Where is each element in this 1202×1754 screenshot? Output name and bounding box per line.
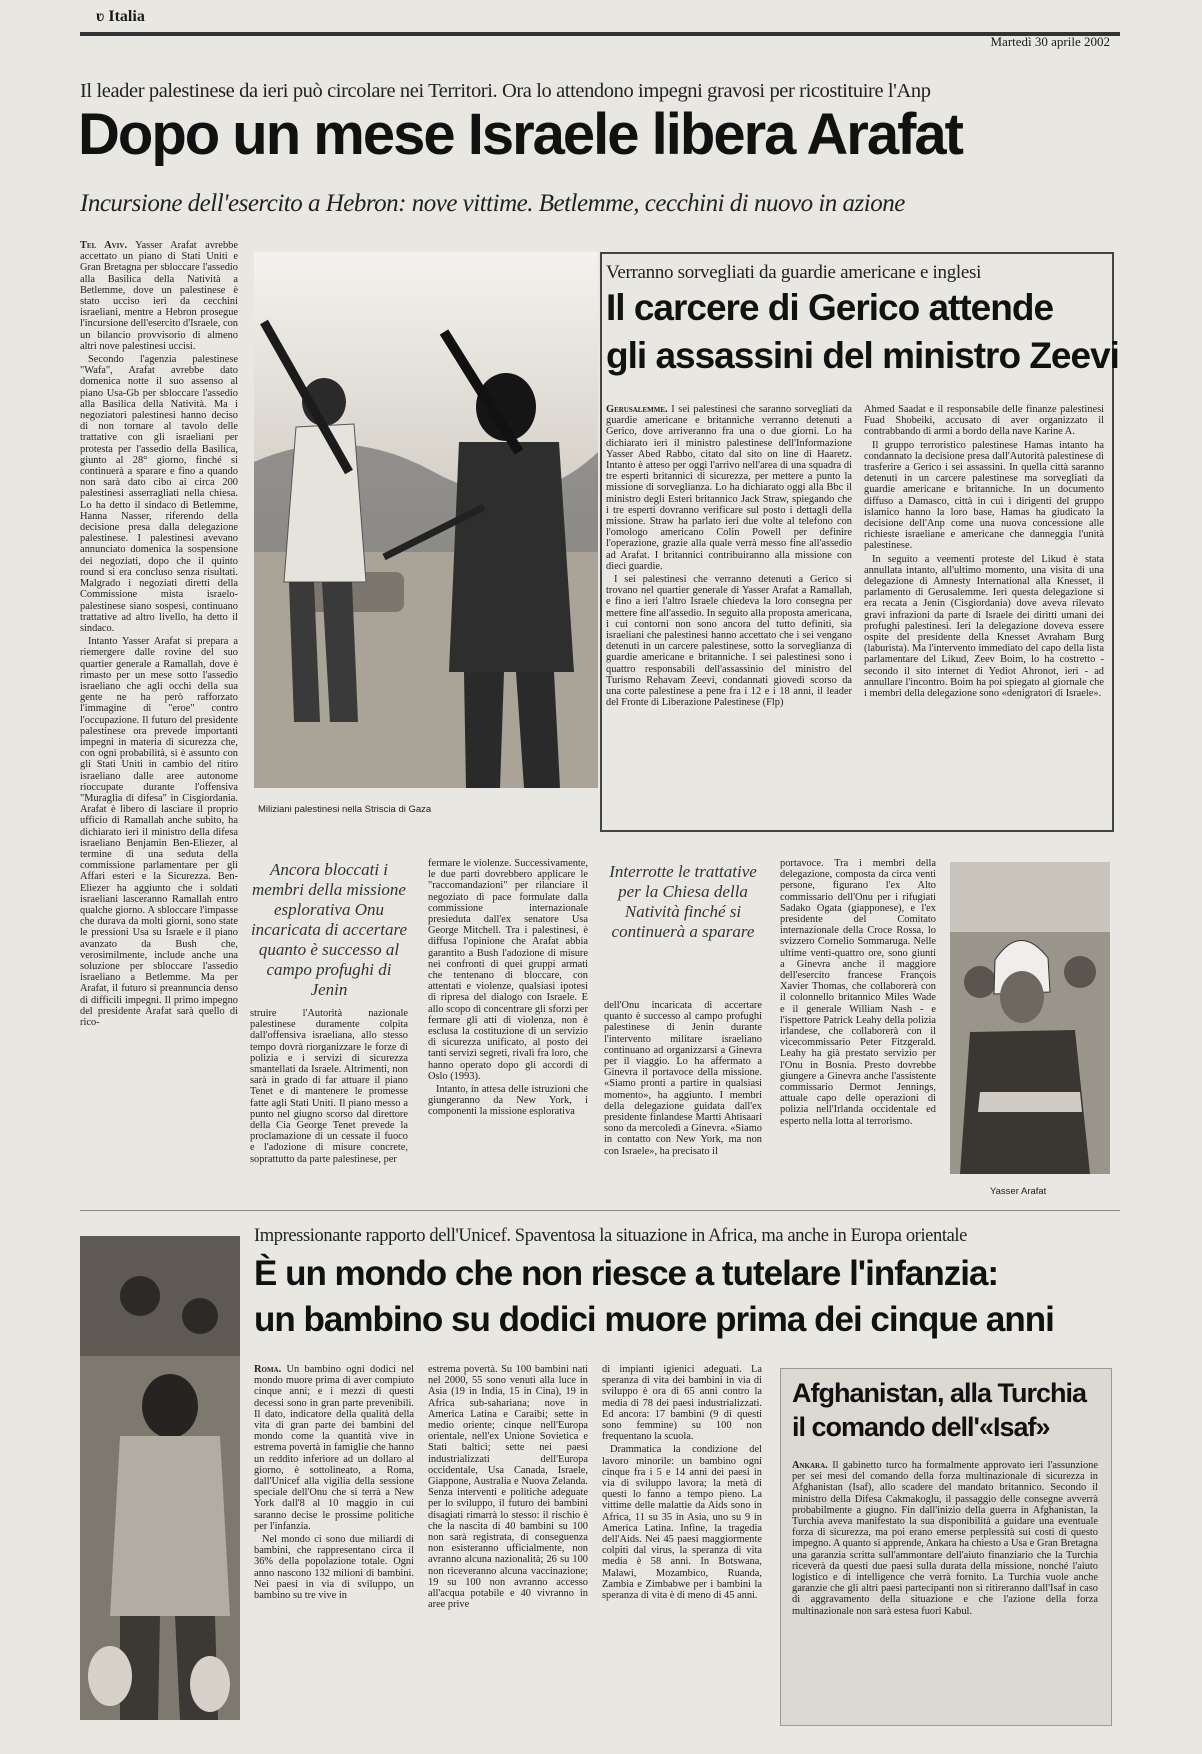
photo-caption: Miliziani palestinesi nella Striscia di Gaza — [258, 804, 432, 815]
afghan-headline-line2: il comando dell'«Isaf» — [792, 1412, 1050, 1442]
main-story-col3: fermare le violenze. Successivamente, le due parti dovrebbero applicare le "raccomandazioni" per rilanciare il negoziato di pace formulate dalla commissione internazionale presieduta dall'ex senatore Usa George Mitchell. Tra i palestinesi, è diffusa l'opinione che Arafat abbia garantito a Bush l'adozione di misure nei confronti di quei gruppi armati che tentenano di bloccare, con attentati e violenze, qualsiasi ipotesi di ripresa del dialogo con Israele. E allo scopo di concentrare gli sforzi per fermare gli atti di violenza, non è esclusa la costituzione di un servizio di sicurezza unificato, al posto dei tanti servizi segreti, rivali fra loro, che hanno operato dopo gli accordi di Oslo (1993). Intanto, in attesa delle istruzioni che giungeranno da New York, i componenti la missione esplorativa — [428, 858, 588, 1118]
main-subhead: Incursione dell'esercito a Hebron: nove vittime. Betlemme, cecchini di nuovo in azione — [80, 190, 905, 217]
main-story-col2: struire l'Autorità nazionale palestinese duramente colpita dall'offensiva israeliana, allo stesso tempo dovrà riorganizzare le forze di polizia e i servizi di sicurezza smantellati da Israele. Altrimenti, non sarà in grado di far attuare il piano Tenet e di mantenere le promesse fatte agli Stati Uniti. Il piano messo a punto nel giugno scorso dal direttore della Cia George Tenet prevede la proclamazione di un cessate il fuoco e l'adozione di misure concrete, soprattutto da parte palestinese, per — [250, 1008, 408, 1165]
arafat-photo — [950, 862, 1110, 1174]
unicef-col3: di impianti igienici adeguati. La speranza di vita dei bambini in via di sviluppo è ora di 65 anni contro la media di 78 dei paesi industrializzati. Ed ancora: 17 bambini (9 di questi sono femmine) su 100 non frequentano la scuola. Drammatica la condizione del lavoro minorile: un bambino ogni cinque fra i 5 e 14 anni dei paesi in via di sviluppo lavora; la metà di questi lo fanno a tempo pieno. La vittime delle malattie da Aids sono in Africa, 11 su 35 in Asia, uno su 9 in America Latina. Infine, la tragedia dell'Aids. Nei 45 paesi maggiormente colpiti dal virus, la speranza di vita media è 58 anni. In Botswana, Malawi, Mozambico, Ruanda, Zambia e Zimbabwe per i bambini la speranza di vita è di meno di 45 anni. — [602, 1364, 762, 1602]
arafat-illustration — [950, 862, 1110, 1174]
main-dateline: Tel Aviv. — [80, 240, 128, 251]
gerico-headline-line2: gli assassini del ministro Zeevi — [606, 335, 1119, 376]
afghan-headline-line1: Afghanistan, alla Turchia — [792, 1378, 1087, 1408]
unicef-kicker: Impressionante rapporto dell'Unicef. Spaventosa la situazione in Africa, ma anche in Europa orientale — [254, 1226, 967, 1246]
gerico-col1: Gerusalemme. I sei palestinesi che saranno sorvegliati da guardie americane e britanniche verranno detenuti a Gerico, dove arriveranno fra una o due giorni. Lo ha dichiarato ieri il ministro palestinese dell'Informazione Yasser Abed Rabbo, citato dal sito on line di Haaretz. Intanto è atteso per oggi l'arrivo nell'area di una squadra di tre esperti britannici di sicurezza, per mettere a punto la missione di sorveglianza. Lo ha dichiarato oggi alla Bbc il ministro degli Esteri britannico Jack Straw, spiegando che i tre esperti dovranno verificare sul posto i dettagli della missione. Straw ha parlato ieri due volte al telefono con l'omologo americano Colin Powell per definire l'operazione, grazie alla quale verrà messo fine all'assedio ad Arafat. I britannici contribuiranno alla missione con dieci guardie. I sei palestinesi che verranno detenuti a Gerico si trovano nel quartier generale di Yasser Arafat a Ramallah, e fino a ieri l'altro Israele chiedeva la loro consegna per mettere fine all'assedio. In seguito alla proposta americana, i cui contorni non sono ancora del tutto definiti, sia israeliani che palestinesi hanno accettato che i sei vengano detenuti in un carcere palestinese, sotto la sorveglianza di guardie americane e britanniche. I sei palestinesi sono i quattro responsabili dell'assassinio del ministro del Turismo Rehavam Zeevi, condannati giovedì scorso da una corte palestinese a pene fra i 12 e i 18 anni, il leader del Fronte di Liberazione Palestinese (Flp) — [606, 404, 852, 709]
main-story-col5: portavoce. Tra i membri della delegazione, composta da circa venti persone, figurano l'ex Alto commissario dell'Onu per i rifugiati Sadako Ogata (giapponese), e l'ex presidente del Comitato internazionale della Croce Rossa, lo svizzero Cornelio Sommaruga. Nelle ultime venti-quattro ore, sono giunti a Ginevra anche il maggiore dell'esercito francese François Xavier Thomas, che collaborerà con il colonnello britannico Miles Wade e il generale William Nash - e l'ispettore Patrick Leahy della polizia irlandese, che collaborerà con il vicecommissario Peter Fitzgerald. Leahy ha già prestato servizio per l'Onu in Bosnia. Presto dovrebbe giungere a Ginevra anche l'assistente commissario Dermot Jennings, attuale capo delle operazioni di polizia nell'Irlanda occidentale ed esperto nella lotta al terrorismo. — [780, 858, 936, 1127]
pull-quote-nativita: Interrotte le trattative per la Chiesa della Natività finché si continuerà a sparare — [609, 862, 757, 941]
gerico-kicker: Verranno sorvegliati da guardie americane e inglesi — [606, 262, 982, 283]
issue-date: Martedì 30 aprile 2002 — [990, 34, 1110, 49]
unicef-col2: estrema povertà. Su 100 bambini nati nel 2000, 55 sono venuti alla luce in Asia (19 in India, 15 in Cina), 19 in Africa sub-sahariana; nove in America Latina e Caraibi; sette in medio oriente; cinque nell'Europa orientale, nell'ex Unione Sovietica e Stati baltici; sette nei paesi industrializzati dell'Europa occidentale, Usa Canada, Israele, Giappone, Australia e Nuova Zelanda. Senza interventi e politiche adeguate per lo sviluppo, il futuro dei bambini disagiati rimarrà lo stesso: il rischio è che la nascita di 40 bambini su 100 non sarà registrata, di conseguenza non esisteranno ufficialmente, non avranno alcuna nazionalità; 26 su 100 non riceveranno alcuna vaccinazione; 19 su 100 non avranno accesso all'acqua potabile e 40 vivranno in aree prive — [428, 1364, 588, 1611]
militants-illustration — [254, 252, 598, 788]
children-photo — [80, 1236, 240, 1720]
main-kicker: Il leader palestinese da ieri può circolare nei Territori. Ora lo attendono impegni gravosi per ricostituire l'Anp — [80, 80, 931, 102]
section-divider — [80, 1210, 1120, 1211]
unicef-headline-line2: un bambino su dodici muore prima dei cinque anni — [254, 1300, 1054, 1339]
main-headline: Dopo un mese Israele libera Arafat — [78, 102, 962, 167]
pull-quote-jenin: Ancora bloccati i membri della missione esplorativa Onu incaricata di accertare quanto è successo al campo profughi di Jenin — [250, 860, 408, 999]
main-story-col4: dell'Onu incaricata di accertare quanto è successo al campo profughi palestinese di Jenin durante l'intervento militare israeliano continuano ad organizzarsi a Ginevra per il viaggio. Lo ha affermato a Ginevra il portavoce della missione. «Siamo pronti a partire in qualsiasi momento», ha aggiunto. I membri della delegazione guidata dall'ex presidente finlandese Martti Ahtisaari sono da mercoledì a Ginevra. «Siamo in contatto con New York, ma non con Israele», ha precisato il — [604, 1000, 762, 1157]
main-story-col1: Tel Aviv. Yasser Arafat avrebbe accettato un piano di Stati Uniti e Gran Bretagna per sbloccare l'assedio alla Basilica della Natività a Betlemme, dove un palestinese è stato ucciso ieri da cecchini israeliani, mentre a Hebron prosegue l'incursione dell'esercito d'Israele, con un bilancio provvisorio di almeno altri nove palestinesi uccisi. Secondo l'agenzia palestinese "Wafa", Arafat avrebbe dato domenica notte il suo assenso al piano Usa-Gb per sbloccare l'assedio alla Basilica della Natività. Ma i negoziatori palestinesi hanno deciso di non tornare al tavolo delle trattative con gli israeliani per protesta per l'assedio della Basilica, giunto al 28° giorno, finché si continuerà a sparare e fino a quando non sarà dato cibo ai circa 200 palestinesi asserragliati nella chiesa. Lo ha detto il sindaco di Betlemme, Hanna Nasser, riferendo della decisione presa dalla delegazione palestinese. I palestinesi avevano annunciato domenica la sospensione dei negoziati, dopo che il quinto round si era concluso senza risultati. Malgrado i negoziati diretti della Commissione mista israelo-palestinese siano sospesi, continuano trattative ad altro livello, ha detto il sindaco. Intanto Yasser Arafat si prepara a riemergere dalle rovine del suo quartier generale a Ramallah, dove è rimasto per un mese sotto l'assedio israeliano che agli occhi della sua gente ne ha però rafforzato l'immagine di "eroe" contro l'occupazione. Il futuro del presidente palestinese ora prevede importanti impegni in materia di sicurezza che, con ogni probabilità, si è assunto con gli Stati Uniti in cambio del ritiro israeliano dalle aree autonome rioccupate durante l'offensiva "Muraglia di difesa" in Cisgiordania. Arafat è libero di lasciare il proprio ufficio di Ramallah anche subito, ha dichiarato ieri il ministro della difesa israeliano Benjamin Ben-Eliezer, al termine di una seduta della commissione parlamentare per gli Affari esteri e la Sicurezza. Ben-Eliezer ha aggiunto che i soldati israeliani lasceranno Ramallah entro qualche giorno. A sbloccare l'impasse che durava da molti giorni, sono state le pressioni Usa su Israele e il piano avanzato da Bush che, verosimilmente, include anche una soluzione per sbloccare l'assedio israeliano a Betlemme. Ma per Arafat, il futuro si preannuncia denso di difficili impegni. Il primo impegno del presidente Arafat sarà quello di rico- — [80, 240, 238, 1029]
unicef-headline-line1: È un mondo che non riesce a tutelare l'infanzia: — [254, 1254, 999, 1293]
unicef-col1: Roma. Un bambino ogni dodici nel mondo muore prima di aver compiuto cinque anni; e i mezzi di questi decessi sono in gran parte prevenibili. Il dato, indicatore della qualità della vita di gran parte dei bambini del mondo come la quantità vive in estrema povertà in famiglie che hanno un reddito inferiore ad un dollaro al giorno, è sottolineato, a Roma, dall'Unicef alla vigilia della sessione speciale dell'Onu che si terrà a New York dall'8 al 10 maggio in cui saranno decise le prossime politiche per l'infanzia. Nel mondo ci sono due miliardi di bambini, che rappresentano circa il 36% della popolazione totale. Ogni anno nascono 132 milioni di bambini. Nei paesi in via di sviluppo, un bambino su tre vive in — [254, 1364, 414, 1602]
gaza-militants-photo — [254, 252, 598, 788]
gerico-headline-line1: Il carcere di Gerico attende — [606, 287, 1054, 328]
section-label: ʋ Italia — [96, 8, 145, 25]
children-illustration — [80, 1236, 240, 1720]
masthead-rule — [80, 32, 1120, 36]
afghan-body: Ankara. Il gabinetto turco ha formalmente approvato ieri l'assunzione per sei mesi del comando della forza multinazionale di sicurezza in Afghanistan (Isaf), allo scadere del mandato britannico. Secondo il ministro della Difesa Cakmakoglu, il passaggio delle consegne avverrà probabilmente a giugno. Fin dall'inizio della guerra in Afghanistan, la Turchia aveva manifestato la sua disponibilità a guidare una eventuale forza di sicurezza, ma poi erano emerse perplessità sui costi di questo impegno. A quanto si apprende, Ankara ha chiesto a Usa e Gran Bretagna una garanzia scritta sull'ammontare dell'aiuto finanziario che la Turchia riceverà da questi due paesi sulla durata della missione, nonché l'aiuto logistico e di intelligence che verrà fornito. La Turchia vuole anche garanzie che gli altri paesi partecipanti non si ritireranno dall'Isaf in caso di aggravamento della situazione e che l'azione della forza multinazionale non sarà estesa fuori Kabul. — [792, 1460, 1098, 1617]
arafat-caption: Yasser Arafat — [990, 1186, 1047, 1197]
gerico-col2: Ahmed Saadat e il responsabile delle finanze palestinesi Fuad Shobeiki, accusato di aver organizzato il contrabbando di armi a bordo della nave Karine A. Il gruppo terroristico palestinese Hamas intanto ha condannato la decisione presa dall'Autorità palestinese di trasferire a Gerico i sei assassini. In quella città saranno detenuti in un carcere palestinese ma sorvegliati da guardie americane e britanniche. In un documento diffuso a Damasco, città in cui i dirigenti del gruppo islamico hanno la loro base, Hamas ha giudicato la decisione dell'Anp come una nuova concessione alle richieste israeliane e americane che danneggia l'unità palestinese. In seguito a veementi proteste del Likud è stata annullata intanto, all'ultimo momento, una visita di una delegazione di Amnesty International alla Knesset, il parlamento di Gerusalemme. Ieri questa delegazione si era recata a Jenin (Cisgiordania) dove aveva rilevato gravi infrazioni da parte di Israele dei diritti umani dei profughi palestinesi. Ieri la delegazione doveva essere ospite del presidente della Knesset Avraham Burg (laburista). Ma l'intervento immediato del capo della lista parlamentare del Likud, Zeev Boim, lo ha costretto - secondo il sito internet di Yediot Ahronot, ieri - ad annullare l'incontro. Boim ha poi spiegato al giornale che i membri della delegazione sono «denigratori di Israele». — [864, 404, 1104, 700]
